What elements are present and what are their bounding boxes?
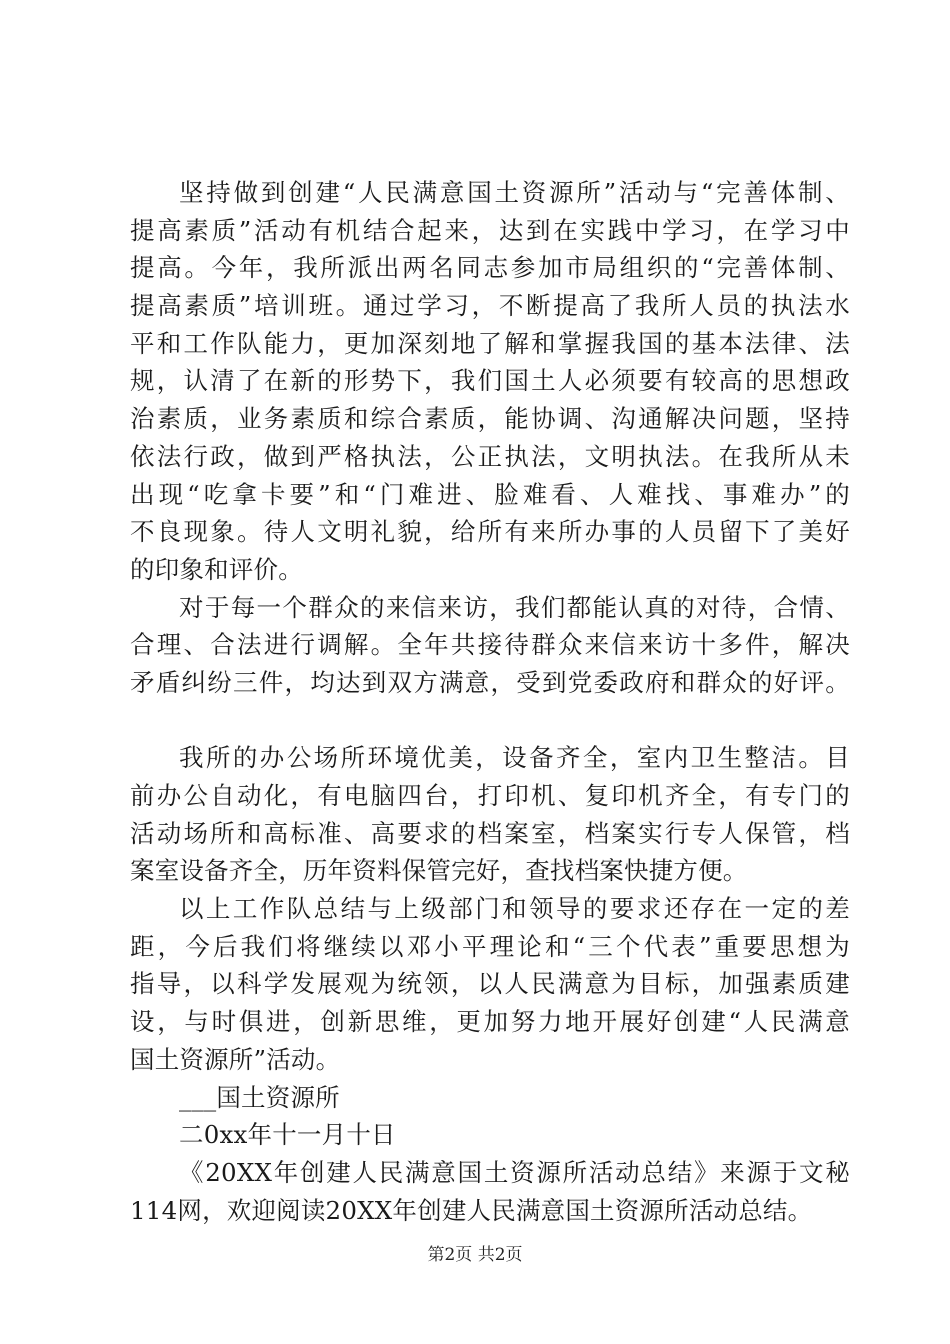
text-line: 指导，以科学发展观为统领，以人民满意为目标，加强素质建 — [130, 969, 850, 999]
signature-date: 二0xx年十一月十日 — [179, 1120, 396, 1150]
text-line: 以上工作队总结与上级部门和领导的要求还存在一定的差 — [179, 894, 850, 924]
text-line: 的印象和评价。 — [130, 554, 303, 584]
text-line: 提高素质”培训班。通过学习，不断提高了我所人员的执法水 — [130, 291, 850, 321]
text-line: 规，认清了在新的形势下，我们国土人必须要有较高的思想政 — [130, 366, 850, 396]
text-line: 对于每一个群众的来信来访，我们都能认真的对待，合情、 — [179, 592, 850, 622]
text-line: 坚持做到创建“人民满意国土资源所”活动与“完善体制、 — [179, 178, 850, 207]
text-line: 治素质，业务素质和综合素质，能协调、沟通解决问题，坚持 — [130, 404, 850, 434]
paragraph-1 — [130, 174, 850, 589]
text-line: 设，与时俱进，创新思维，更加努力地开展好创建“人民满意 — [130, 1007, 850, 1037]
text-line: 提高。今年，我所派出两名同志参加市局组织的“完善体制、 — [130, 253, 850, 283]
document-body — [130, 174, 850, 1229]
text-line: 矛盾纠纷三件，均达到双方满意，受到党委政府和群众的好评。 — [130, 667, 850, 697]
paragraph-3 — [130, 739, 850, 890]
text-line: 不良现象。待人文明礼貌，给所有来所办事的人员留下了美好 — [130, 517, 850, 547]
text-line: 依法行政，做到严格执法，公正执法，文明执法。在我所从未 — [130, 441, 850, 471]
paragraph-2 — [130, 589, 850, 702]
text-line: 合理、合法进行调解。全年共接待群众来信来访十多件，解决 — [130, 630, 850, 660]
source-note — [130, 1154, 850, 1229]
signature-block — [130, 1079, 850, 1154]
signature-org: ___国土资源所 — [179, 1082, 340, 1112]
text-line: 前办公自动化，有电脑四台，打印机、复印机齐全，有专门的 — [130, 781, 850, 810]
text-line: 提高素质”活动有机结合起来，达到在实践中学习，在学习中 — [130, 215, 850, 245]
text-line: 国土资源所”活动。 — [130, 1044, 341, 1074]
paragraph-spacer — [130, 702, 850, 740]
text-line: 《20XX年创建人民满意国土资源所活动总结》来源于文秘 — [179, 1157, 850, 1187]
text-line: 出现“吃拿卡要”和“门难进、脸难看、人难找、事难办”的 — [130, 479, 850, 509]
paragraph-4 — [130, 890, 850, 1078]
page-number: 第2页 共2页 — [427, 1245, 523, 1265]
text-line: 我所的办公场所环境优美，设备齐全，室内卫生整洁。目 — [179, 743, 850, 773]
text-line: 114网，欢迎阅读20XX年创建人民满意国土资源所活动总结。 — [130, 1195, 813, 1225]
text-line: 平和工作队能力，更加深刻地了解和掌握我国的基本法律、法 — [130, 328, 850, 358]
text-line: 案室设备齐全，历年资料保管完好，查找档案快捷方便。 — [130, 856, 748, 886]
text-line: 距，今后我们将继续以邓小平理论和“三个代表”重要思想为 — [130, 931, 850, 961]
text-line: 活动场所和高标准、高要求的档案室，档案实行专人保管，档 — [130, 818, 850, 848]
